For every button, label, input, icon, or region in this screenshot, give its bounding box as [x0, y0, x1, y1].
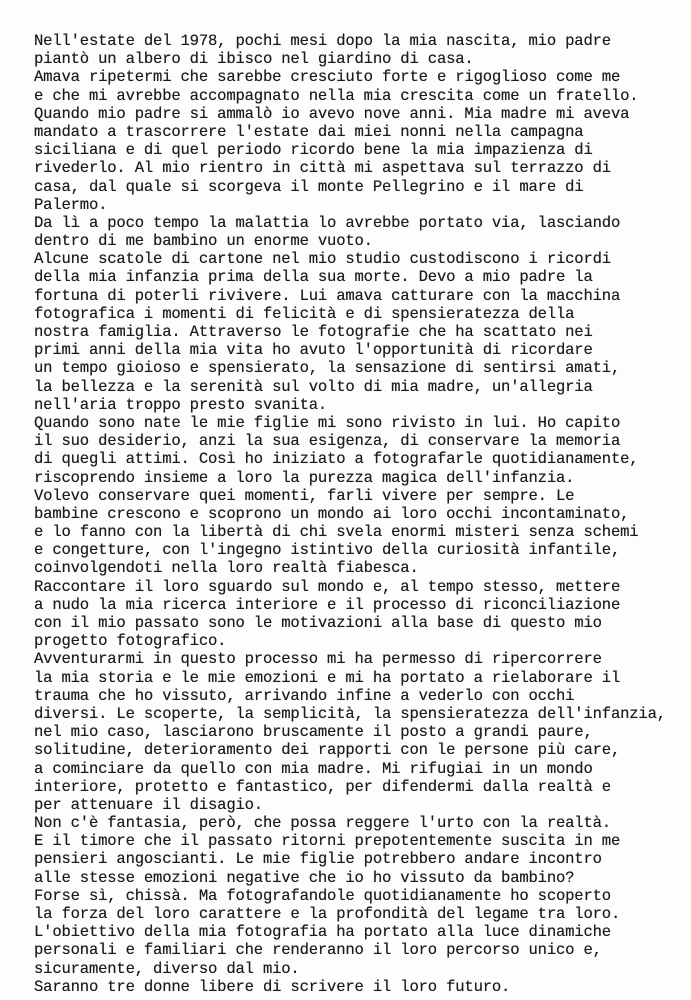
text-line: Quando sono nate le mie figlie mi sono rivisto in lui. Ho capito	[34, 413, 621, 432]
text-line: fortuna di poterli rivivere. Lui amava catturare con la macchina	[34, 286, 621, 305]
text-line: a cominciare da quello con mia madre. Mi rifugiai in un mondo	[34, 759, 593, 778]
text-line: interiore, protetto e fantastico, per difendermi dalla realtà e	[34, 777, 611, 796]
text-line: siciliana e di quel periodo ricordo bene la mia impazienza di	[34, 141, 593, 160]
text-line: Volevo conservare quei momenti, farli vivere per sempre. Le	[34, 486, 575, 505]
text-line: L'obiettivo della mia fotografia ha portato alla luce dinamiche	[34, 923, 611, 942]
text-line: Alcune scatole di cartone nel mio studio custodiscono i ricordi	[34, 250, 611, 269]
text-line: Non c'è fantasia, però, che possa reggere l'urto con la realtà.	[34, 814, 611, 833]
text-line: e congetture, con l'ingegno istintivo della curiosità infantile,	[34, 541, 621, 560]
text-line: Amava ripetermi che sarebbe cresciuto forte e rigoglioso come me	[34, 68, 621, 87]
text-line: solitudine, deterioramento dei rapporti con le persone più care,	[34, 741, 621, 760]
text-line: il suo desiderio, anzi la sua esigenza, di conservare la memoria	[34, 432, 621, 451]
text-line: dentro di me bambino un enorme vuoto.	[34, 232, 373, 251]
text-line: un tempo gioioso e spensierato, la sensazione di sentirsi amati,	[34, 359, 621, 378]
text-line: sicuramente, diverso dal mio.	[34, 959, 300, 978]
text-line: primi anni della mia vita ho avuto l'opportunità di ricordare	[34, 341, 593, 360]
text-line: Da lì a poco tempo la malattia lo avrebbe portato via, lasciando	[34, 213, 621, 232]
text-line: Quando mio padre si ammalò io avevo nove anni. Mia madre mi aveva	[34, 104, 630, 123]
text-line: mandato a trascorrere l'estate dai miei nonni nella campagna	[34, 122, 584, 141]
text-line: piantò un albero di ibisco nel giardino di casa.	[34, 50, 474, 69]
text-line: Raccontare il loro sguardo sul mondo e, al tempo stesso, mettere	[34, 577, 621, 596]
text-line: la mia storia e le mie emozioni e mi ha portato a rielaborare il	[34, 668, 621, 687]
text-line: riscoprendo insieme a loro la purezza magica dell'infanzia.	[34, 468, 575, 487]
text-line: alle stesse emozioni negative che io ho vissuto da bambino?	[34, 868, 575, 887]
text-line: e che mi avrebbe accompagnato nella mia crescita come un fratello.	[34, 86, 639, 105]
text-line: e lo fanno con la libertà di chi svela enormi misteri senza schemi	[34, 523, 639, 542]
text-line: Palermo.	[34, 195, 108, 214]
text-line: coinvolgendoti nella loro realtà fiabesca.	[34, 559, 419, 578]
text-line: E il timore che il passato ritorni prepotentemente suscita in me	[34, 832, 621, 851]
text-line: la bellezza e la serenità sul volto di mia madre, un'allegria	[34, 377, 593, 396]
text-line: con il mio passato sono le motivazioni alla base di questo mio	[34, 614, 602, 632]
text-line: trauma che ho vissuto, arrivando infine a vederlo con occhi	[34, 686, 575, 705]
text-line: nell'aria troppo presto svanita.	[34, 395, 328, 414]
text-line: Avventurarmi in questo processo mi ha permesso di ripercorrere	[34, 650, 602, 669]
text-line: per attenuare il disagio.	[34, 795, 263, 814]
text-line: della mia infanzia prima della sua morte. Devo a mio padre la	[34, 268, 593, 287]
text-line: bambine crescono e scoprono un mondo ai loro occhi incontaminato,	[34, 504, 630, 523]
text-line: Forse sì, chissà. Ma fotografandole quotidianamente ho scoperto	[34, 886, 611, 905]
text-line: nel mio caso, lasciarono bruscamente il posto a grandi paure,	[34, 723, 593, 742]
text-line: rivederlo. Al mio rientro in città mi aspettava sul terrazzo di	[34, 159, 611, 178]
text-line: personali e familiari che renderanno il loro percorso unico e,	[34, 941, 602, 960]
text-line: casa, dal quale si scorgeva il monte Pellegrino e il mare di	[34, 177, 584, 196]
text-line: di quegli attimi. Così ho iniziato a fotografarle quotidianamente,	[34, 450, 639, 469]
text-line: nostra famiglia. Attraverso le fotografie che ha scattato nei	[34, 323, 593, 341]
text-line: a nudo la mia ricerca interiore e il processo di riconciliazione	[34, 595, 621, 614]
text-line: Saranno tre donne libere di scrivere il loro futuro.	[34, 977, 511, 996]
text-line: diversi. Le scoperte, la semplicità, la spensieratezza dell'infanzia,	[34, 704, 666, 723]
text-line: la forza del loro carattere e la profondità del legame tra loro.	[34, 905, 621, 923]
text-line: Nell'estate del 1978, pochi mesi dopo la mia nascita, mio padre	[34, 32, 611, 50]
text-line: pensieri angoscianti. Le mie figlie potrebbero andare incontro	[34, 850, 602, 869]
text-line: progetto fotografico.	[34, 632, 227, 651]
text-line: fotografica i momenti di felicità e di spensieratezza della	[34, 304, 575, 323]
typewritten-text-body	[34, 32, 684, 996]
